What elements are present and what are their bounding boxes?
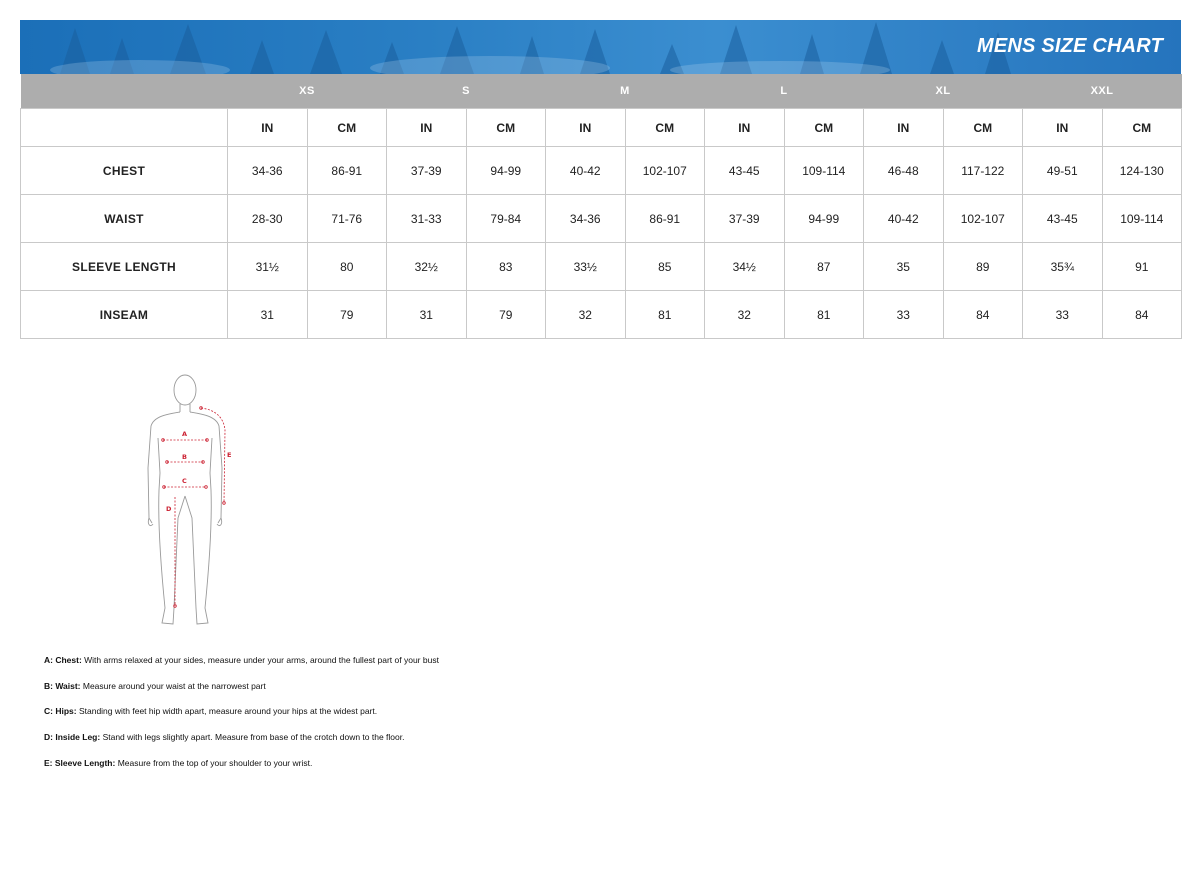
unit-header: CM: [784, 109, 864, 147]
table-cell: 34½: [705, 243, 785, 291]
size-header: S: [387, 74, 546, 109]
unit-header: CM: [625, 109, 705, 147]
table-cell: 32: [705, 291, 785, 339]
note-term: A: Chest:: [44, 655, 82, 665]
table-cell: 79-84: [466, 195, 546, 243]
table-cell: 85: [625, 243, 705, 291]
waist-marker-label: B: [182, 453, 187, 461]
page-title: MENS SIZE CHART: [977, 35, 1163, 57]
note-text: Standing with feet hip width apart, measure around your hips at the widest part.: [76, 706, 378, 717]
table-cell: 117-122: [943, 147, 1023, 195]
size-header: L: [705, 74, 864, 109]
size-header-row: [21, 74, 1182, 109]
unit-header-row: [21, 109, 1182, 147]
table-row: [21, 243, 1182, 291]
table-row: [21, 195, 1182, 243]
unit-header: IN: [705, 109, 785, 147]
table-cell: 33: [864, 291, 944, 339]
size-header: M: [546, 74, 705, 109]
table-cell: 124-130: [1102, 147, 1182, 195]
unit-header-blank: [21, 109, 228, 147]
table-cell: 81: [784, 291, 864, 339]
table-cell: 83: [466, 243, 546, 291]
table-cell: 86-91: [625, 195, 705, 243]
table-cell: 31½: [228, 243, 308, 291]
table-cell: 81: [625, 291, 705, 339]
table-cell: 31: [387, 291, 467, 339]
row-label: WAIST: [21, 195, 228, 243]
table-cell: 33: [1023, 291, 1103, 339]
table-cell: 102-107: [625, 147, 705, 195]
note-text: Measure from the top of your shoulder to your wrist.: [115, 757, 313, 768]
table-cell: 102-107: [943, 195, 1023, 243]
note-term: C: Hips:: [44, 706, 77, 717]
measurement-notes: [44, 654, 744, 782]
table-cell: 40-42: [864, 195, 944, 243]
table-cell: 35¾: [1023, 243, 1103, 291]
table-cell: 37-39: [705, 195, 785, 243]
row-label: INSEAM: [21, 291, 228, 339]
human-figure-outline: [148, 375, 222, 624]
table-cell: 71-76: [307, 195, 387, 243]
table-cell: 40-42: [546, 147, 626, 195]
unit-header: CM: [943, 109, 1023, 147]
unit-header: IN: [387, 109, 467, 147]
table-cell: 109-114: [1102, 195, 1182, 243]
note-text: Measure around your waist at the narrowest part: [80, 680, 266, 691]
table-cell: 109-114: [784, 147, 864, 195]
unit-header: CM: [466, 109, 546, 147]
table-cell: 31: [228, 291, 308, 339]
table-cell: 87: [784, 243, 864, 291]
table-cell: 86-91: [307, 147, 387, 195]
table-cell: 31-33: [387, 195, 467, 243]
unit-header: CM: [307, 109, 387, 147]
row-label: SLEEVE LENGTH: [21, 243, 228, 291]
sleeve-marker-label: E: [227, 451, 232, 459]
table-cell: 84: [1102, 291, 1182, 339]
hips-marker-label: C: [182, 477, 187, 485]
body-measurement-diagram: [140, 368, 250, 633]
chest-marker-label: A: [182, 430, 188, 438]
table-cell: 35: [864, 243, 944, 291]
banner: [20, 20, 1181, 74]
table-cell: 80: [307, 243, 387, 291]
size-header: XXL: [1023, 74, 1182, 109]
note-chest: [44, 654, 744, 680]
size-header: XS: [228, 74, 387, 109]
table-cell: 43-45: [705, 147, 785, 195]
unit-header: IN: [864, 109, 944, 147]
table-cell: 89: [943, 243, 1023, 291]
table-cell: 94-99: [466, 147, 546, 195]
table-cell: 91: [1102, 243, 1182, 291]
size-header: XL: [864, 74, 1023, 109]
table-cell: 79: [307, 291, 387, 339]
note-inside-leg: [44, 731, 744, 757]
unit-header: IN: [546, 109, 626, 147]
note-waist: [44, 680, 744, 706]
table-cell: 84: [943, 291, 1023, 339]
table-row: [21, 147, 1182, 195]
note-text: With arms relaxed at your sides, measure under your arms, around the fullest part of your bust: [81, 655, 439, 665]
note-term: D: Inside Leg:: [44, 732, 101, 743]
row-label: CHEST: [21, 147, 228, 195]
table-cell: 34-36: [546, 195, 626, 243]
unit-header: CM: [1102, 109, 1182, 147]
table-cell: 37-39: [387, 147, 467, 195]
table-cell: 32½: [387, 243, 467, 291]
table-cell: 49-51: [1023, 147, 1103, 195]
table-cell: 33½: [546, 243, 626, 291]
size-chart-table: [20, 74, 1182, 339]
table-row: [21, 291, 1182, 339]
note-text: Stand with legs slightly apart. Measure from base of the crotch down to the floor.: [100, 732, 405, 743]
table-cell: 79: [466, 291, 546, 339]
size-header-blank: [21, 74, 228, 109]
note-sleeve-length: [44, 757, 744, 783]
table-cell: 34-36: [228, 147, 308, 195]
table-cell: 43-45: [1023, 195, 1103, 243]
table-cell: 94-99: [784, 195, 864, 243]
note-term: B: Waist:: [44, 680, 81, 691]
inside-leg-marker-label: D: [166, 505, 172, 513]
note-term: E: Sleeve Length:: [44, 757, 116, 768]
table-cell: 46-48: [864, 147, 944, 195]
note-hips: [44, 705, 744, 731]
table-cell: 28-30: [228, 195, 308, 243]
unit-header: IN: [1023, 109, 1103, 147]
unit-header: IN: [228, 109, 308, 147]
table-cell: 32: [546, 291, 626, 339]
